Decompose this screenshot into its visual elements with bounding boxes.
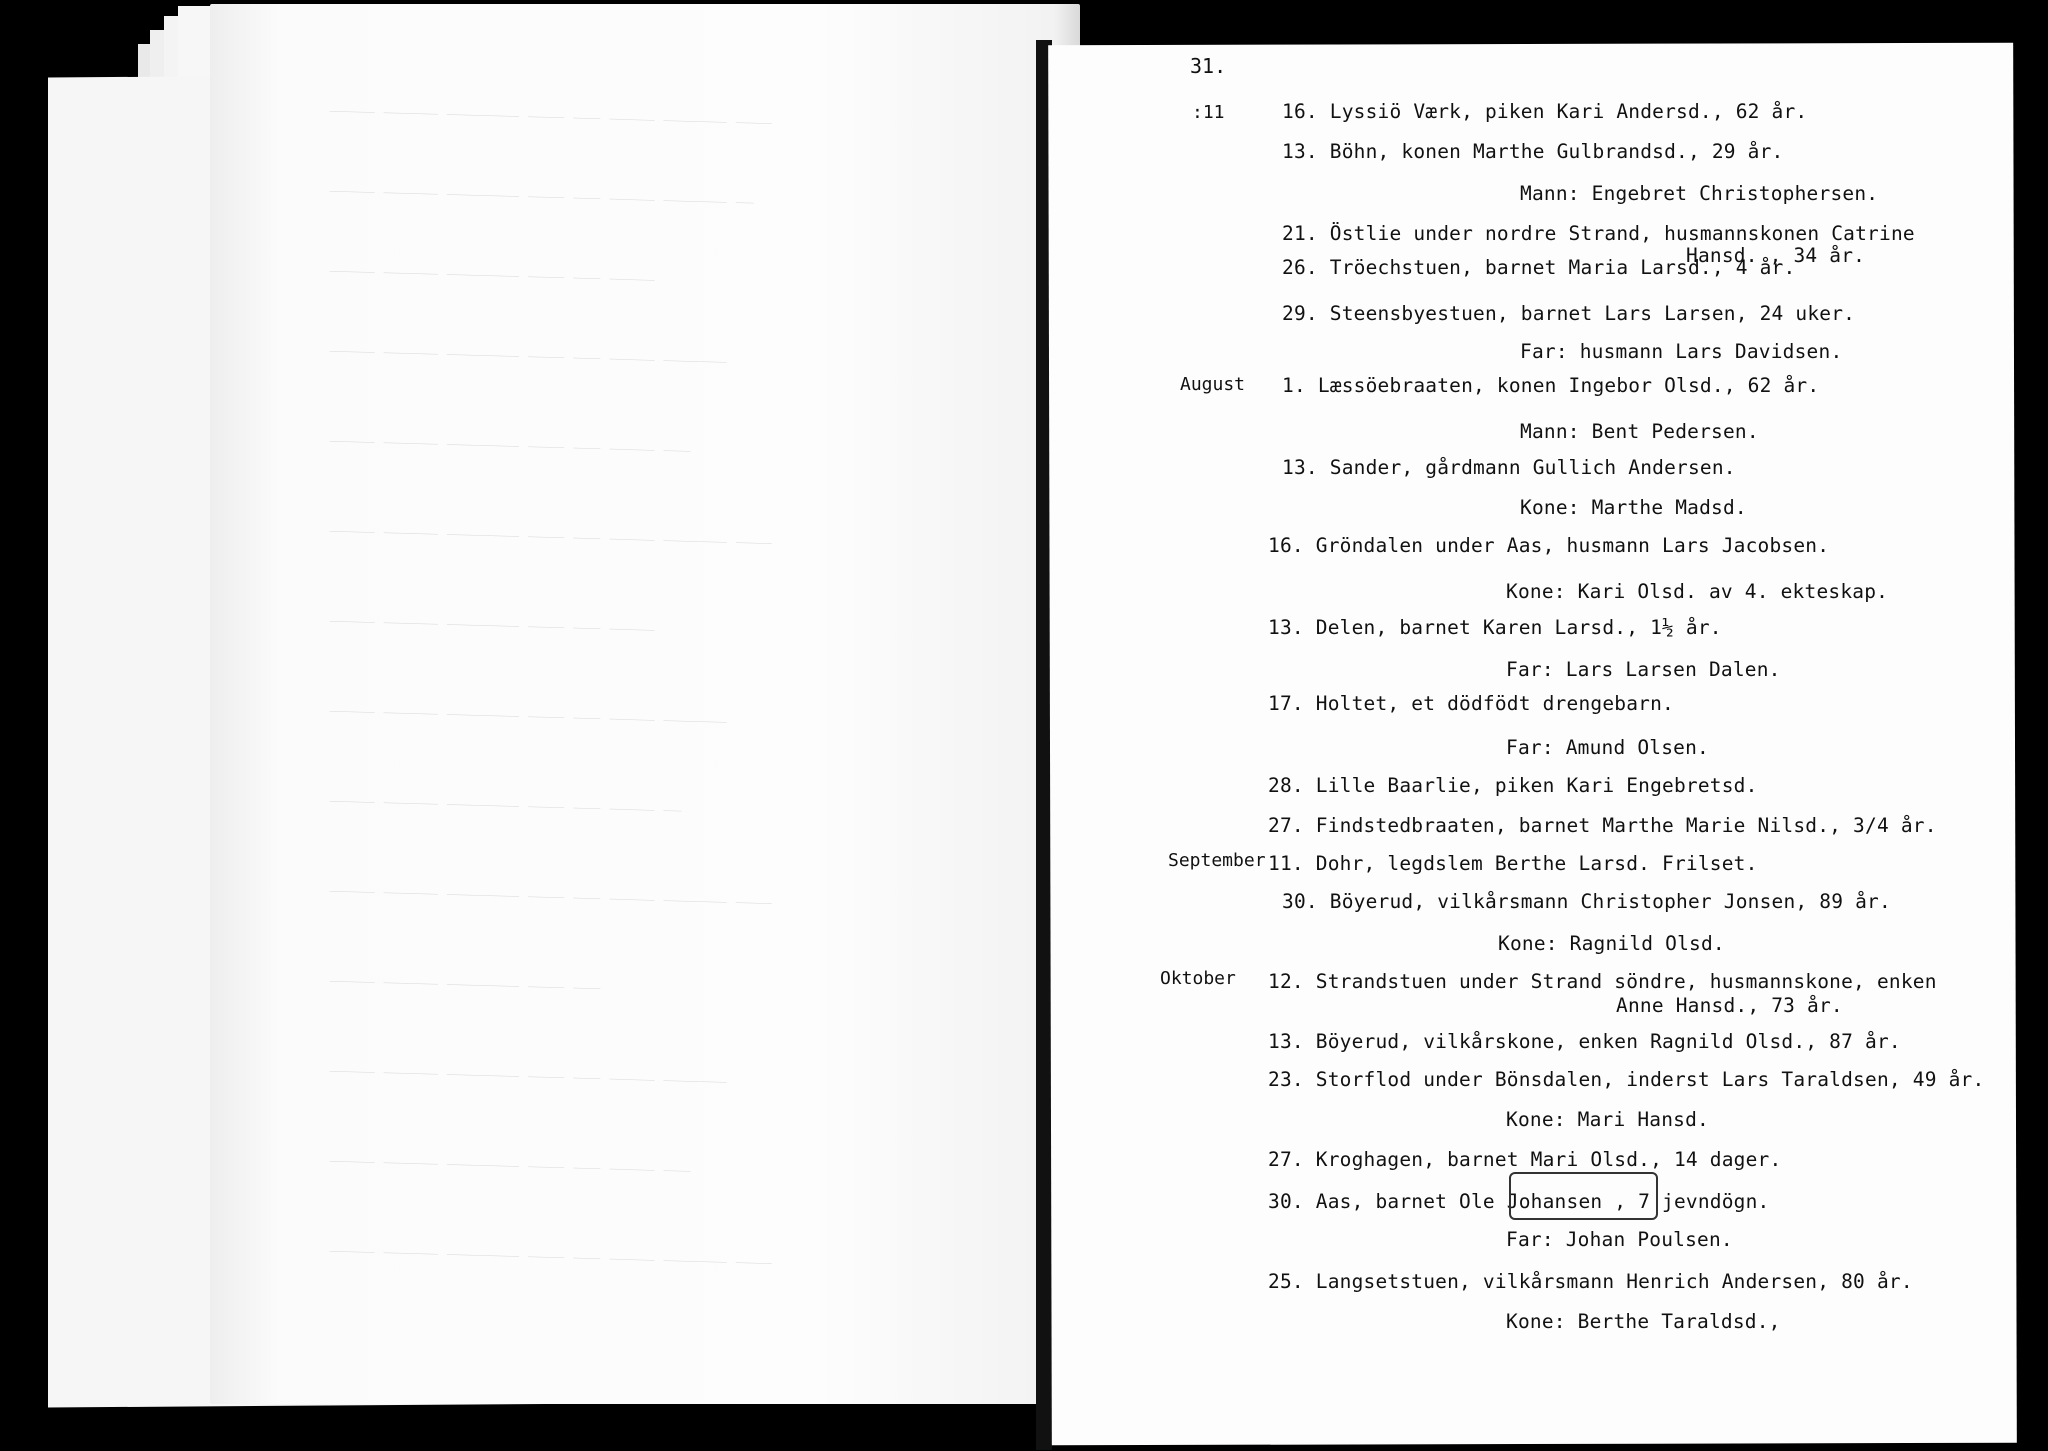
month-label-october: Oktober xyxy=(1160,968,1236,989)
month-label-july: :11 xyxy=(1192,102,1225,123)
register-entry: Mann: Engebret Christophersen. xyxy=(1520,182,1879,205)
register-entry: Kone: Mari Hansd. xyxy=(1506,1108,1709,1131)
register-entry: 11. Dohr, legdslem Berthe Larsd. Frilset. xyxy=(1268,852,1758,875)
register-entry: Anne Hansd., 73 år. xyxy=(1616,994,1843,1017)
register-entry: 21. Östlie under nordre Strand, husmannskonen Catrine xyxy=(1282,222,1915,245)
register-entry: 27. Kroghagen, barnet Mari Olsd., 14 dager. xyxy=(1268,1148,1782,1171)
register-entry: 1. Læssöebraaten, konen Ingebor Olsd., 62 år. xyxy=(1282,374,1820,397)
register-entry: Far: Johan Poulsen. xyxy=(1506,1228,1733,1251)
register-entry: 30. Aas, barnet Ole Johansen , 7 jevndögn. xyxy=(1268,1190,1770,1213)
name-highlight-box xyxy=(1509,1172,1658,1220)
register-entry: 25. Langsetstuen, vilkårsmann Henrich Andersen, 80 år. xyxy=(1268,1270,1913,1293)
left-page: _____ ______ ________ ____ ___ _____ _______ ____ _____ ______ ________ ____ ___ _____ _______ __ _____ ______ ________ ____ ___ _____ _____ ______ ________ ____ ___ _____ _______ _____ ______ ________ ____ ___ _____ ___ _____ ______ ________ ____ ___ _____ _______ ____ _____ ______ ________ ____ ___ _____ _____ ______ ________ ____ ___ _____ _______ _____ ______ ________ ____ ___ _____ __ _____ ______ ________ ____ ___ _____ _______ ____ _____ ______ ________ ____ ___ _____ ______ ________ ____ ___ _____ _______ _____ ______ ________ ____ ___ _____ ___ _____ ______ ________ ____ ___ _____ _______ ____ xyxy=(210,4,1080,1404)
register-entry: Kone: Marthe Madsd. xyxy=(1520,496,1747,519)
register-entry: 30. Böyerud, vilkårsmann Christopher Jonsen, 89 år. xyxy=(1282,890,1891,913)
register-entry: 28. Lille Baarlie, piken Kari Engebretsd. xyxy=(1268,774,1758,797)
register-entry: 16. Lyssiö Værk, piken Kari Andersd., 62 år. xyxy=(1282,100,1808,123)
month-label-august: August xyxy=(1180,374,1246,395)
register-entry: 12. Strandstuen under Strand söndre, husmannskone, enken xyxy=(1268,970,1937,993)
register-entry: 13. Delen, barnet Karen Larsd., 1½ år. xyxy=(1268,616,1722,639)
page-number: 31. xyxy=(1190,54,1227,78)
register-entry: 13. Böyerud, vilkårskone, enken Ragnild Olsd., 87 år. xyxy=(1268,1030,1901,1053)
register-entry: 26. Tröechstuen, barnet Maria Larsd., 4 år. xyxy=(1282,256,1796,279)
register-entry: Mann: Bent Pedersen. xyxy=(1520,420,1759,443)
register-entry: Kone: Ragnild Olsd. xyxy=(1498,932,1725,955)
register-entry: 16. Gröndalen under Aas, husmann Lars Jacobsen. xyxy=(1268,534,1830,557)
register-entry: 17. Holtet, et dödfödt drengebarn. xyxy=(1268,692,1674,715)
register-entry: Far: husmann Lars Davidsen. xyxy=(1520,340,1843,363)
register-entry: 29. Steensbyestuen, barnet Lars Larsen, 24 uker. xyxy=(1282,302,1856,325)
register-entry: Far: Lars Larsen Dalen. xyxy=(1506,658,1781,681)
register-entry: Far: Amund Olsen. xyxy=(1506,736,1709,759)
register-entry: 13. Böhn, konen Marthe Gulbrandsd., 29 år. xyxy=(1282,140,1784,163)
register-entry: 27. Findstedbraaten, barnet Marthe Marie Nilsd., 3/4 år. xyxy=(1268,814,1937,837)
register-entry: Kone: Kari Olsd. av 4. ekteskap. xyxy=(1506,580,1889,603)
register-entry: Hansd. , 34 år. xyxy=(1686,244,1866,267)
register-entry: 13. Sander, gårdmann Gullich Andersen. xyxy=(1282,456,1736,479)
register-entry: Kone: Berthe Taraldsd., xyxy=(1506,1310,1781,1333)
register-entry: 23. Storflod under Bönsdalen, inderst Lars Taraldsen, 49 år. xyxy=(1268,1068,1985,1091)
month-label-september: September xyxy=(1168,850,1266,871)
